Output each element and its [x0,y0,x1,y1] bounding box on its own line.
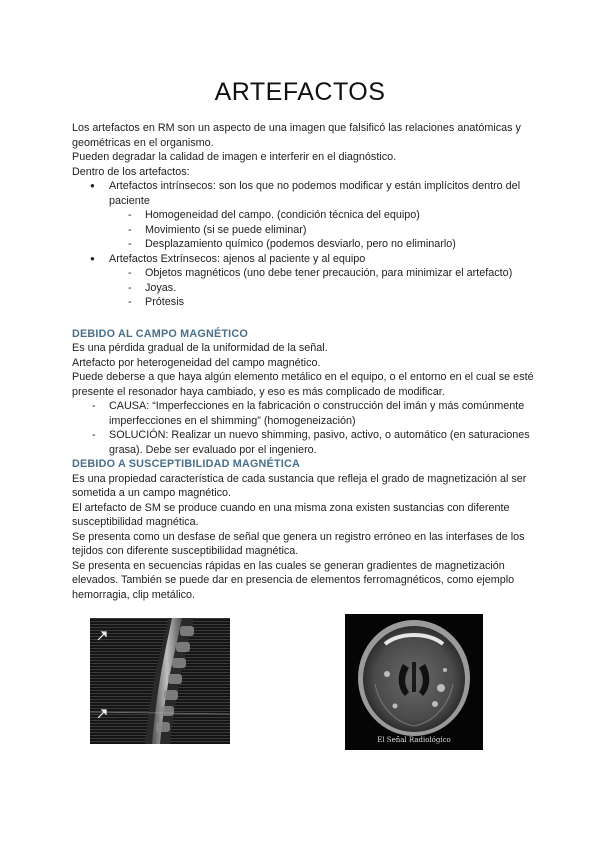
section1-paragraph-2: Artefacto por heterogeneidad del campo magnético. [72,356,321,369]
intrinsic-item: - Movimiento (si se puede eliminar) [72,223,542,238]
section1-paragraph-3: Puede deberse a que haya algún elemento metálico en el equipo, o el entorno en el cual se esté presente el resonador haya cambiado, y eso es más complicado de modificar. [72,371,534,398]
spine-mri-image [90,618,230,744]
intrinsic-item: - Homogeneidad del campo. (condición técnica del equipo) [72,208,542,223]
bullet-extrinsic: ● Artefactos Extrínsecos: ajenos al paciente y al equipo [72,252,542,267]
bullet-intrinsic: ● Artefactos intrínsecos: son los que no podemos modificar y están implícitos dentro del paciente [72,179,542,208]
extrinsic-item: - Objetos magnéticos (uno debe tener precaución, para minimizar el artefacto) [72,266,542,281]
intro-paragraph-3: Dentro de los artefactos: [72,165,190,178]
section2-paragraph-1: Es una propiedad característica de cada sustancia que refleja el grado de magnetización al ser sometida a un campo magnético. [72,472,527,499]
section1-cause: - CAUSA: “Imperfecciones en la fabricación o construcción del imán y más comúnmente imperfecciones en el shimming” (homogeneización) [72,399,542,428]
extrinsic-item: - Prótesis [72,295,542,310]
section-heading-magnetic-field: DEBIDO AL CAMPO MAGNÉTICO [72,327,248,340]
section2-paragraph-2: El artefacto de SM se produce cuando en una misma zona existen sustancias con diferente susceptibilidad magnética. [72,501,510,528]
page-title: ARTEFACTOS [214,78,386,106]
extrinsic-item: - Joyas. [72,281,542,296]
section-heading-susceptibility: DEBIDO A SUSCEPTIBILIDAD MAGNÉTICA [72,458,300,470]
document-body [72,121,542,602]
brain-image-caption: El Señal Radiológico [377,736,451,744]
intro-paragraph-2: Pueden degradar la calidad de imagen e interferir en el diagnóstico. [72,151,397,163]
intro-paragraph-1: Los artefactos en RM son un aspecto de una imagen que falsificó las relaciones anatómicas y geométricas en el organismo. [72,122,521,149]
section1-solution: - SOLUCIÓN: Realizar un nuevo shimming, pasivo, activo, o automático (en saturaciones grasa). Debe ser evaluado por el ingeniero. [72,428,542,457]
brain-mri-image [345,614,483,750]
section2-paragraph-3: Se presenta como un desfase de señal que genera un registro erróneo en las interfases de los tejidos con diferente susceptibilidad magnética. [72,530,525,557]
section1-paragraph-1: Es una pérdida gradual de la uniformidad de la señal. [72,342,328,354]
intrinsic-item: - Desplazamiento químico (podemos desviarlo, pero no eliminarlo) [72,237,542,252]
section2-paragraph-4: Se presenta en secuencias rápidas en las cuales se generan gradientes de magnetización elevados. También se puede dar en presencia de elementos ferromagnéticos, como ejemplo hemorragia, clip metálico. [72,559,515,601]
